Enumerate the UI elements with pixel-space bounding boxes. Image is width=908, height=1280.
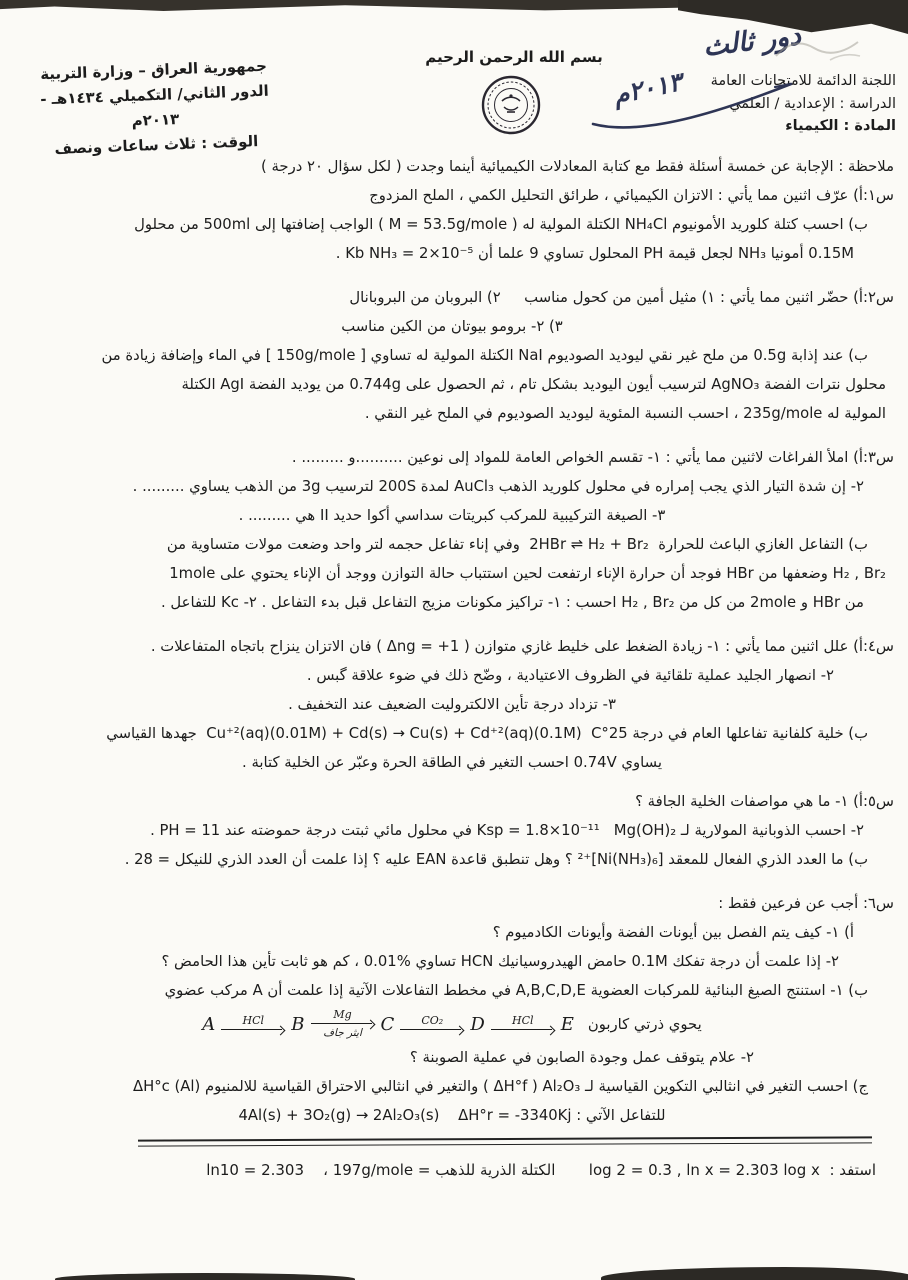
section-gap: [10, 268, 894, 283]
q6-b-item2: ٢- علام يتوقف عمل وجودة الصابون في عملية الصوبنة ؟: [409, 1049, 754, 1066]
q4-a: س٤:أ) علل اثنين مما يأتي : ١- زيادة الضغط على خليط غازي متوازن ( Δng = +1 ) فان الاتزان ينزاح باتجاه المتفاعلات .: [150, 638, 894, 655]
pencil-scribble: [770, 26, 880, 68]
q6-c-equation: للتفاعل الآتي : 4Al(s) + 3O₂(g) → 2Al₂O₃(s) ΔH°r = -3340Kj: [238, 1107, 666, 1124]
section-gap: [10, 777, 894, 787]
ministry-seal-icon: [480, 74, 542, 140]
arrow-shaft-icon: [311, 1020, 375, 1028]
section-gap: [10, 428, 894, 443]
q2-b-line3: المولية له 235g/mole ، احسب النسبة المئوية ليوديد الصوديوم في الملح غير النقي .: [364, 405, 886, 422]
header-ministry-block: [22, 53, 288, 163]
study-stage: الدراسة : الإعدادية / العلمي: [729, 95, 896, 112]
compound-b: B: [291, 1013, 305, 1035]
q3-b-line3: من HBr و 2mole من كل من H₂ , Br₂ احسب : ١- تراكيز مكونات مزيج التفاعل قبل بدء التفاعل . ٢- Kc للتفاعل .: [161, 594, 864, 611]
compound-e: E: [560, 1013, 574, 1035]
q4-a-item2: ٢- انصهار الجليد عملية تلقائية في الظروف الاعتيادية ، وضّح ذلك في ضوء علاقة گبس .: [306, 667, 834, 684]
q3-b-line1: ب) التفاعل الغازي الباعث للحرارة 2HBr ⇌ H₂ + Br₂ وفي إناء تفاعل حجمه لتر واحد وضعت مولات متساوية من: [166, 536, 868, 553]
q6-header: س٦: أجب عن فرعين فقط :: [718, 895, 894, 912]
q5-a-item2: ٢- احسب الذوبانية المولارية لـ Mg(OH)₂‏ Ksp = 1.8×10⁻¹¹ في محلول مائي ثبتت درجة حموضته عند PH = 11 .: [150, 822, 864, 839]
q1-b-line1: ب) احسب كتلة كلوريد الأمونيوم NH₄Cl الكتلة المولية له ( M = 53.5g/mole ) الواجب إضافتها إلى 500ml من محلول: [134, 216, 868, 233]
scan-edge-bottom-left: [55, 1273, 355, 1280]
arrow-1-reagent: HCl: [242, 1013, 265, 1027]
q6-a-item2: ٢- إذا علمت أن درجة تفكك 0.1M حامض الهيدروسيانيك HCN تساوي %0.01 ، كم هو ثابت تأين هذا الحامض ؟: [161, 953, 839, 970]
reaction-arrow-2: [311, 1009, 375, 1039]
note-line: ملاحظة : الإجابة عن خمسة أسئلة فقط مع كتابة المعادلات الكيميائية أينما وجدت ( لكل سؤال ٢٠ درجة ): [261, 158, 894, 175]
scheme-prefix-text: يحوي ذرتي كاربون: [587, 1015, 702, 1033]
q2-a: س٢:أ) حضّر اثنين مما يأتي : ١) مثيل أمين من كحول مناسب ٢) البروبان من البروبانال: [349, 289, 894, 306]
handwritten-year-text: ٢٠١٣م: [610, 67, 685, 110]
scan-edge-bottom-right: [601, 1267, 908, 1280]
arrow-shaft-icon: [221, 1026, 285, 1034]
bismillah-text: بسم الله الرحمن الرحيم: [425, 48, 603, 66]
reaction-arrow-4: [491, 1015, 555, 1034]
q3-b-line2: H₂ , Br₂ وضعفها من HBr فوجد أن حرارة الإناء ارتفعت لحين استتباب حالة التوازن ووجد أن الإناء يحتوي على 1mole: [169, 565, 886, 582]
reaction-scheme: [202, 1009, 574, 1039]
q1-b-line2: 0.15M أمونيا NH₃ لجعل قيمة PH المحلول تساوي 9 علما أن Kb NH₃ = 2×10⁻⁵ .: [335, 245, 854, 262]
arrow-3-reagent: CO₂: [421, 1013, 444, 1027]
q5-b: ب) ما العدد الذري الفعال للمعقد [Ni(NH₃)₆]⁺² ؟ وهل تنطبق قاعدة EAN عليه ؟ إذا علمت أن العدد الذري للنيكل = 28 .: [124, 851, 868, 868]
arrow-2-condition: ايثر جاف: [323, 1027, 362, 1039]
reaction-arrow-1: [221, 1015, 285, 1034]
committee-name: اللجنة الدائمة للامتحانات العامة: [710, 73, 896, 89]
q5-a-item1: س٥:أ) ١- ما هي مواصفات الخلية الجافة ؟: [635, 793, 894, 810]
exam-time: الوقت : ثلاث ساعات ونصف: [54, 132, 259, 158]
footer-separator-line: [138, 1136, 872, 1146]
exam-body: [10, 152, 894, 1185]
compound-c: C: [380, 1013, 395, 1035]
q3-a-item3: ٣- الصيغة التركيبية للمركب كبريتات سداسي أكوا حديد II هي ......... .: [238, 507, 666, 524]
arrow-4-reagent: HCl: [511, 1013, 534, 1027]
q3-a: س٣:أ) املأ الفراغات لاثنين مما يأتي : ١- تقسم الخواص العامة للمواد إلى نوعين ..........و ......... .: [291, 449, 894, 466]
arrow-shaft-icon: [400, 1026, 464, 1034]
handwritten-round-text: دور ثالث: [701, 20, 803, 63]
reaction-arrow-3: [400, 1015, 464, 1034]
exam-round: الدور الثاني/ التكميلي ١٤٣٤هـ - ٢٠١٣م: [39, 81, 270, 130]
arrow-2-reagent: Mg: [333, 1008, 352, 1021]
q1-a: س١:أ) عرّف اثنين مما يأتي : الاتزان الكيميائي ، طرائق التحليل الكمي ، الملح المزدوج: [369, 187, 894, 204]
footer-constants: استفد : ln x = 2.303 log x‏ , log 2 = 0.3 الكتلة الذرية للذهب = 197g/mole‏ ، ln10 = 2.303: [206, 1161, 876, 1179]
q6-a-item1: أ) ١- كيف يتم الفصل بين أيونات الفضة وأيونات الكادميوم ؟: [492, 924, 854, 941]
q4-a-item3: ٣- تزداد درجة تأين الالكتروليت الضعيف عند التخفيف .: [288, 696, 616, 713]
subject-name: المادة : الكيمياء: [785, 118, 896, 134]
q2-a-item3: ٣) ٢- برومو بيوتان من الكين مناسب: [341, 318, 563, 335]
compound-a: A: [202, 1013, 216, 1035]
q4-b-line1: ب) خلية كلفانية تفاعلها العام في درجة 25°C‏ Cu⁺²(aq)(0.01M) + Cd(s) → Cu(s) + Cd⁺²(aq)(0.1M) جهدها القياسي: [106, 725, 868, 742]
q2-b-line1: ب) عند إذابة 0.5g من ملح غير نقي ليوديد الصوديوم NaI الكتلة المولية له تساوي [ 150g/mole ] في الماء وإضافة زيادة من: [101, 347, 868, 364]
section-gap: [10, 874, 894, 889]
q6-b-line1: ب) ١- استنتج الصيغ البنائية للمركبات العضوية A,B,C,D,E في مخطط التفاعلات الآتية إذا علمت أن A مركب عضوي: [164, 982, 868, 999]
q2-b-line2: محلول نترات الفضة AgNO₃ لترسيب أيون اليوديد بشكل تام ، ثم الحصول على 0.744g من يوديد الفضة AgI الكتلة: [181, 376, 886, 393]
section-gap: [10, 617, 894, 632]
arrow-shaft-icon: [491, 1026, 555, 1034]
country-ministry: جمهورية العراق – وزارة التربية: [39, 56, 268, 84]
q6-c-line1: ج) احسب التغير في انثالبي التكوين القياسية لـ Al₂O₃‏ ( ΔH°f ) والتغير في انثالبي الاحتراق القياسية للالمنيوم ΔH°c (Al): [132, 1078, 868, 1095]
reaction-scheme-line: [10, 1005, 894, 1043]
q4-b-line2: يساوي 0.74V احسب التغير في الطاقة الحرة وعبّر عن الخلية كتابة .: [242, 754, 662, 771]
compound-d: D: [470, 1013, 485, 1035]
q3-a-item2: ٢- إن شدة التيار الذي يجب إمراره في محلول كلوريد الذهب AuCl₃ لمدة 200S لترسيب 3g من الذهب يساوي ......... .: [132, 478, 864, 495]
